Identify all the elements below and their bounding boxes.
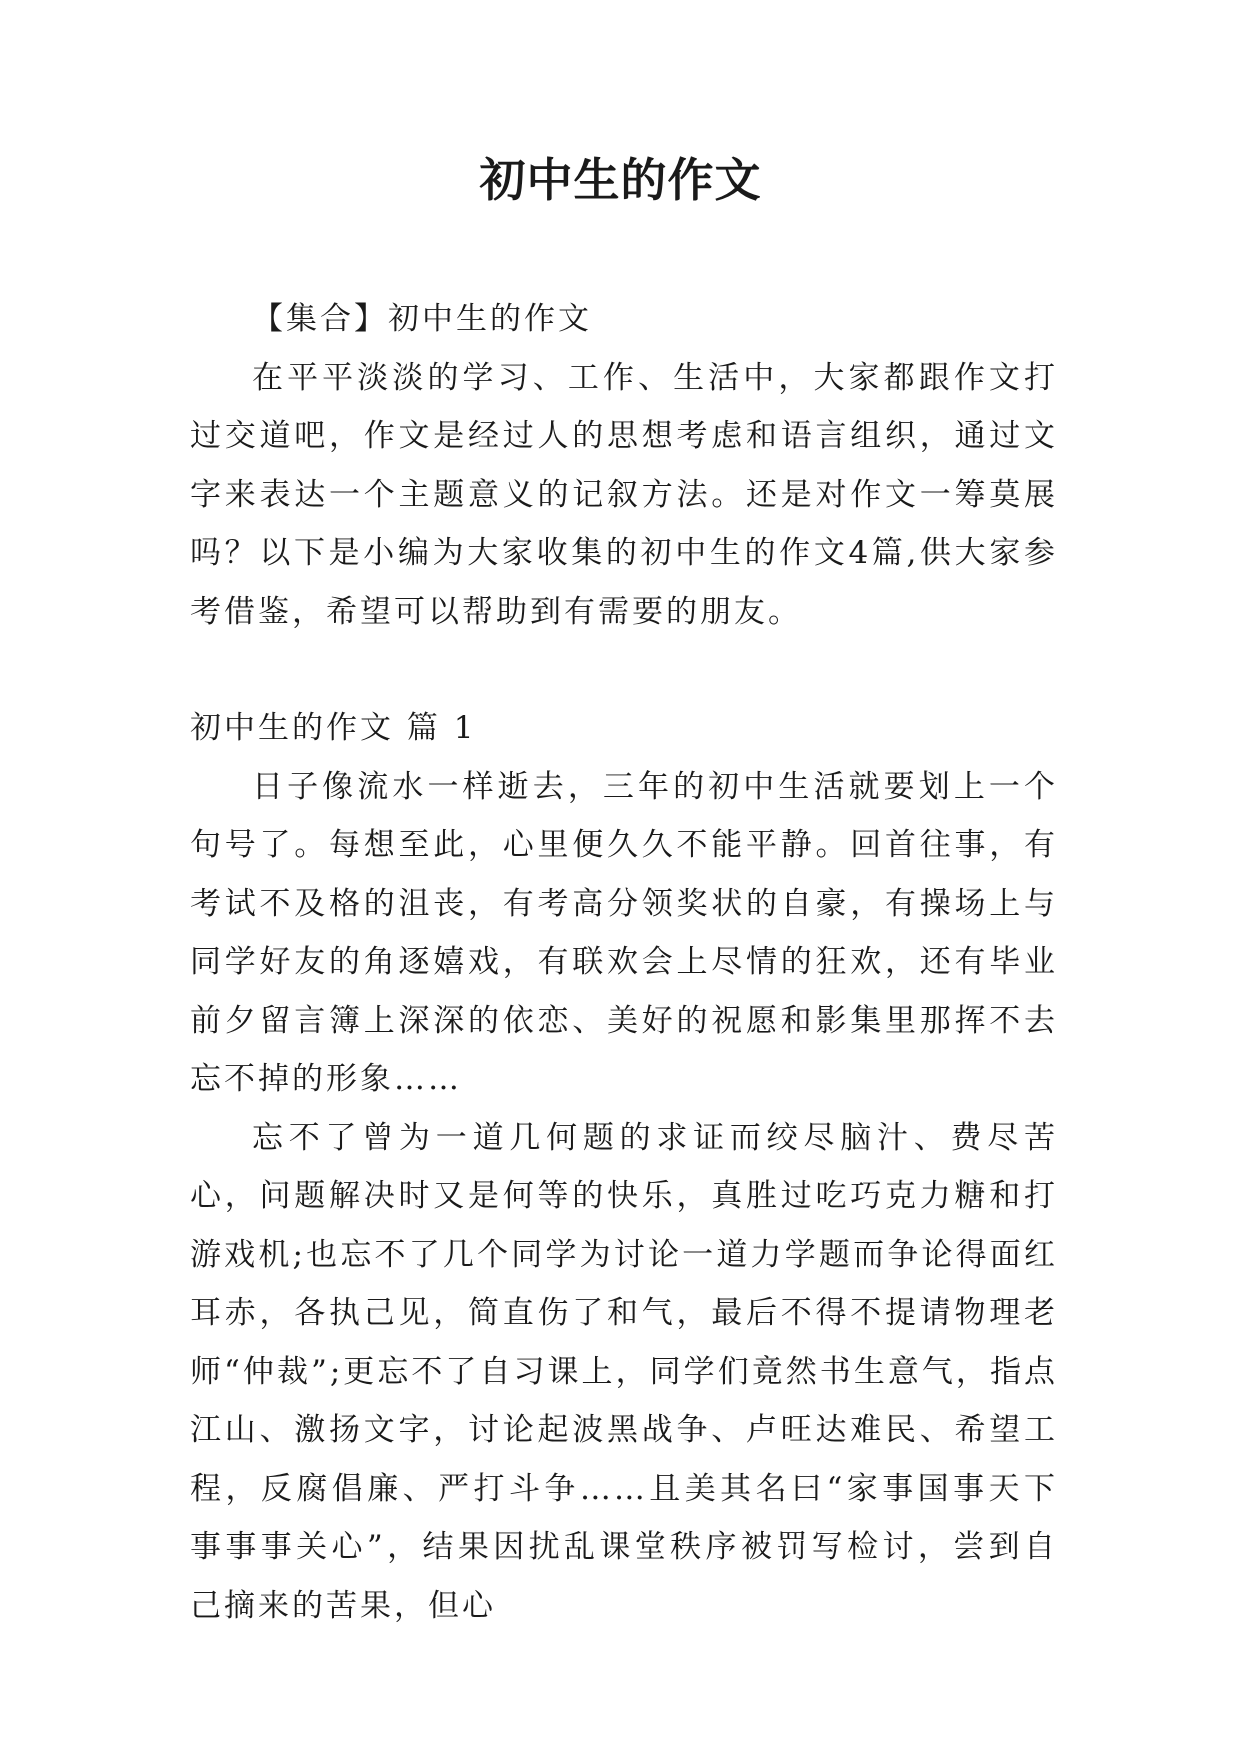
intro-paragraph: 在平平淡淡的学习、工作、生活中，大家都跟作文打过交道吧，作文是经过人的思想考虑和语言组织，通过文字来表达一个主题意义的记叙方法。还是对作文一筹莫展吗？以下是小编为大家收集的初中生的作文4篇,供大家参考借鉴，希望可以帮助到有需要的朋友。 bbox=[190, 359, 1058, 630]
section-paragraph-2: 忘不了曾为一道几何题的求证而绞尽脑汁、费尽苦心，问题解决时又是何等的快乐，真胜过吃巧克力糖和打游戏机;也忘不了几个同学为讨论一道力学题而争论得面红耳赤，各执己见，简直伤了和气，最后不得不提请物理老师“仲裁”;更忘不了自习课上，同学们竟然书生意气，指点江山、激扬文字，讨论起波黑战争、卢旺达难民、希望工程，反腐倡廉、严打斗争……且美其名曰“家事国事天下事事事关心”，结果因扰乱课堂秩序被罚写检讨，尝到自己摘来的苦果，但心 bbox=[190, 1119, 1058, 1624]
section-heading: 初中生的作文 篇 1 bbox=[190, 710, 477, 746]
section-paragraph-1: 日子像流水一样逝去，三年的初中生活就要划上一个句号了。每想至此，心里便久久不能平静。回首往事，有考试不及格的沮丧，有考高分领奖状的自豪，有操场上与同学好友的角逐嬉戏，有联欢会上尽情的狂欢，还有毕业前夕留言簿上深深的依恋、美好的祝愿和影集里那挥不去忘不掉的形象…… bbox=[190, 768, 1058, 1097]
section-spacer bbox=[190, 641, 1058, 699]
document-title: 初中生的作文 bbox=[479, 153, 762, 207]
document-body bbox=[190, 290, 1058, 1635]
intro-heading: 【集合】初中生的作文 bbox=[252, 301, 592, 337]
